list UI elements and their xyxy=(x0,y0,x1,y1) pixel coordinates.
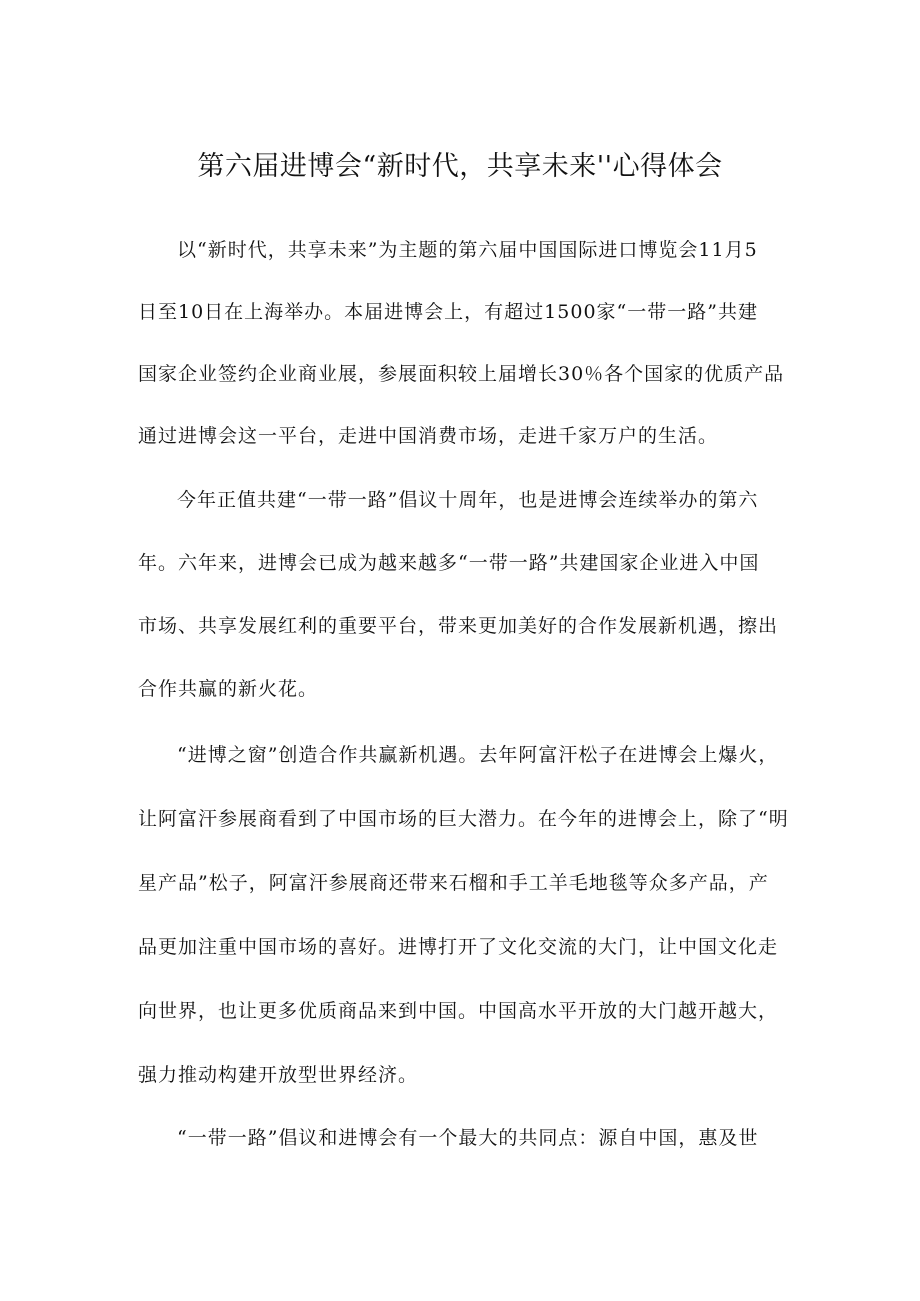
paragraph-line: 国家企业签约企业商业展，参展面积较上届增长30％各个国家的优质产品 xyxy=(138,363,785,385)
paragraph-line: 年。六年来，进博会已成为越来越多“一带一路”共建国家企业进入中国 xyxy=(138,552,760,574)
paragraph-line: 合作共赢的新火花。 xyxy=(138,678,319,700)
paragraph-line: 通过进博会这一平台，走进中国消费市场，走进千家万户的生活。 xyxy=(138,425,719,447)
paragraph-line: 以“新时代，共享未来”为主题的第六届中国国际进口博览会11月5 xyxy=(177,239,758,261)
paragraph-line: 市场、共享发展红利的重要平台，带来更加美好的合作发展新机遇，擦出 xyxy=(138,615,779,637)
paragraph-line: 强力推动构建开放型世界经济。 xyxy=(138,1064,419,1086)
document-title: 第六届进博会“新时代，共享未来''心得体会 xyxy=(197,151,723,182)
paragraph-line: 向世界，也让更多优质商品来到中国。中国高水平开放的大门越开越大， xyxy=(138,1000,779,1022)
paragraph-line: “一带一路”倡议和进博会有一个最大的共同点：源自中国，惠及世 xyxy=(177,1127,759,1149)
paragraph-line: 让阿富汗参展商看到了中国市场的巨大潜力。在今年的进博会上，除了“明 xyxy=(138,808,789,830)
paragraph-line: 今年正值共建“一带一路”倡议十周年，也是进博会连续举办的第六 xyxy=(177,489,759,511)
paragraph-line: 日至10日在上海举办。本届进博会上，有超过1500家“一带一路”共建 xyxy=(138,301,758,323)
paragraph-line: “进博之窗”创造合作共赢新机遇。去年阿富汗松子在进博会上爆火， xyxy=(177,744,779,766)
paragraph-line: 星产品”松子，阿富汗参展商还带来石榴和手工羊毛地毯等众多产品，产 xyxy=(138,872,769,894)
paragraph-line: 品更加注重中国市场的喜好。进博打开了文化交流的大门，让中国文化走 xyxy=(138,936,779,958)
